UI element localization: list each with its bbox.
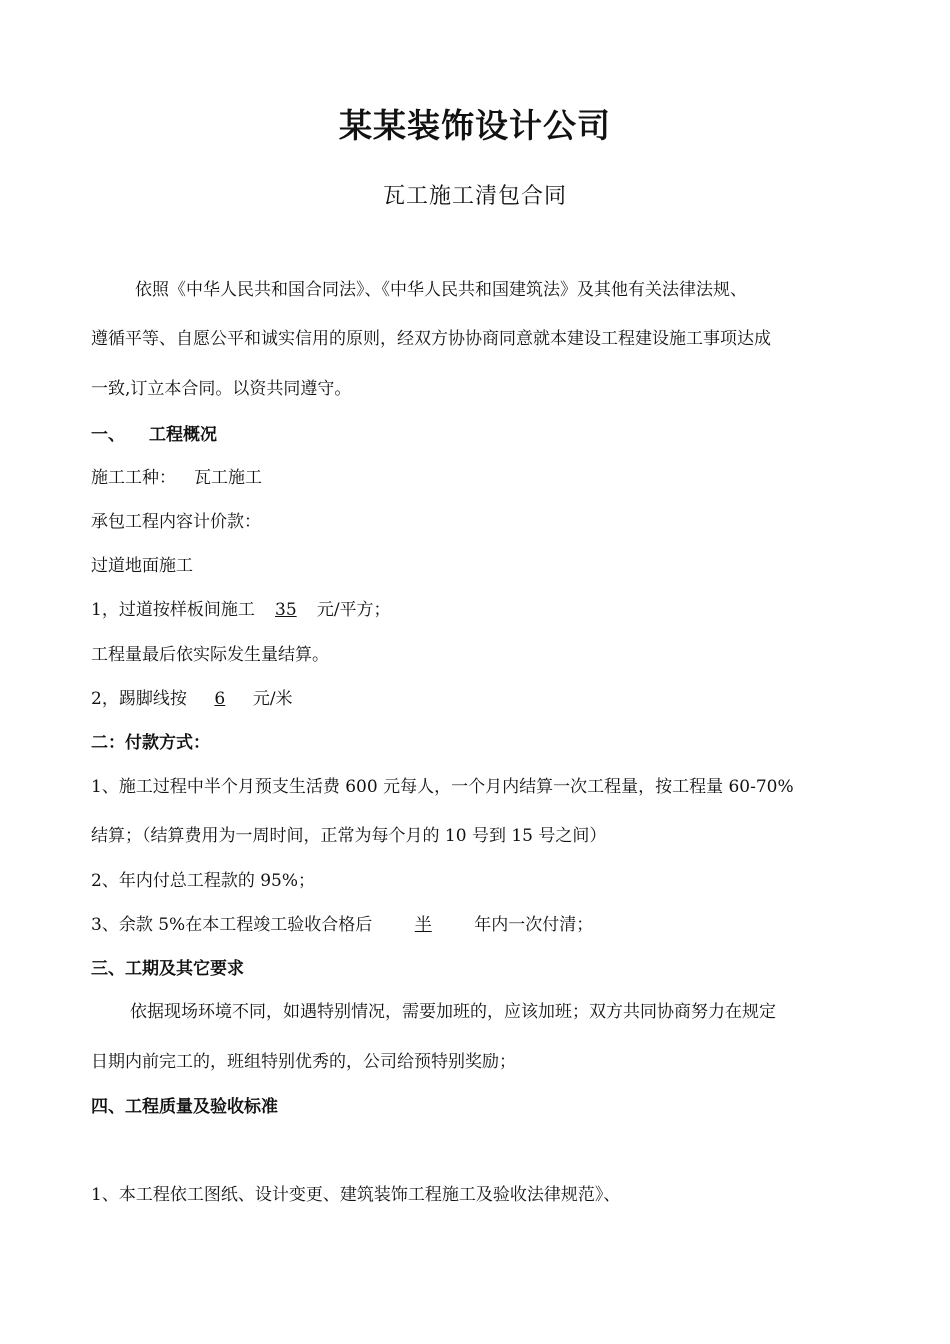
work-type-line	[91, 466, 262, 490]
section-1-title: 工程概况	[149, 425, 217, 445]
item-1-line	[91, 598, 391, 622]
section-1-heading	[91, 423, 217, 447]
section-3-heading: 三、工期及其它要求	[91, 959, 244, 979]
payment-item-3-suffix: 年内一次付清；	[474, 915, 594, 935]
intro-line-1: 依照《中华人民共和国合同法》、《中华人民共和国建筑法》及其他有关法律法规、	[135, 280, 747, 300]
quality-item-1: 1、本工程依工图纸、设计变更、建筑装饰工程施工及验收法律规范》、	[91, 1185, 621, 1205]
pricing-label: 承包工程内容计价款：	[91, 512, 261, 532]
floor-label: 过道地面施工	[91, 556, 193, 576]
section-3-para-line-1: 依据现场环境不同，如遇特别情况，需要加班的，应该加班；双方共同协商努力在规定	[130, 1002, 776, 1022]
payment-item-1-line-2: 结算；（结算费用为一周时间，正常为每个月的 10 号到 15 号之间）	[91, 826, 607, 846]
item-2-prefix: 2，踢脚线按	[91, 689, 187, 709]
company-title: 某某装饰设计公司	[339, 106, 611, 145]
section-1-number: 一、	[91, 425, 125, 445]
item-1-unit: 元/平方；	[316, 600, 391, 620]
section-2-heading: 二：付款方式：	[91, 733, 210, 753]
item-1-prefix: 1，过道按样板间施工	[91, 600, 255, 620]
settle-note: 工程量最后依实际发生量结算。	[91, 645, 329, 665]
contract-subtitle: 瓦工施工清包合同	[382, 184, 567, 209]
payment-item-3-line	[91, 913, 593, 937]
payment-item-3-blank: 半	[414, 915, 432, 935]
intro-line-2: 遵循平等、自愿公平和诚实信用的原则，经双方协协商同意就本建设工程建设施工事项达成	[91, 329, 771, 349]
work-type-value: 瓦工施工	[194, 468, 262, 488]
item-2-line	[91, 687, 293, 711]
item-2-unit: 元/米	[252, 689, 293, 709]
section-4-heading: 四、工程质量及验收标准	[91, 1097, 278, 1117]
payment-item-2: 2、年内付总工程款的 95%；	[91, 871, 316, 891]
payment-item-3-prefix: 3、余款 5%在本工程竣工验收合格后	[91, 915, 373, 935]
payment-item-1-line-1: 1、施工过程中半个月预支生活费 600 元每人，一个月内结算一次工程量，按工程量 60-70%	[91, 777, 794, 797]
item-2-price-blank: 6	[214, 689, 226, 709]
intro-line-3: 一致,订立本合同。以资共同遵守。	[91, 379, 352, 399]
item-1-price-blank: 35	[275, 600, 297, 620]
work-type-label: 施工工种：	[91, 468, 176, 488]
section-3-para-line-2: 日期内前完工的，班组特别优秀的，公司给预特别奖励；	[91, 1052, 516, 1072]
